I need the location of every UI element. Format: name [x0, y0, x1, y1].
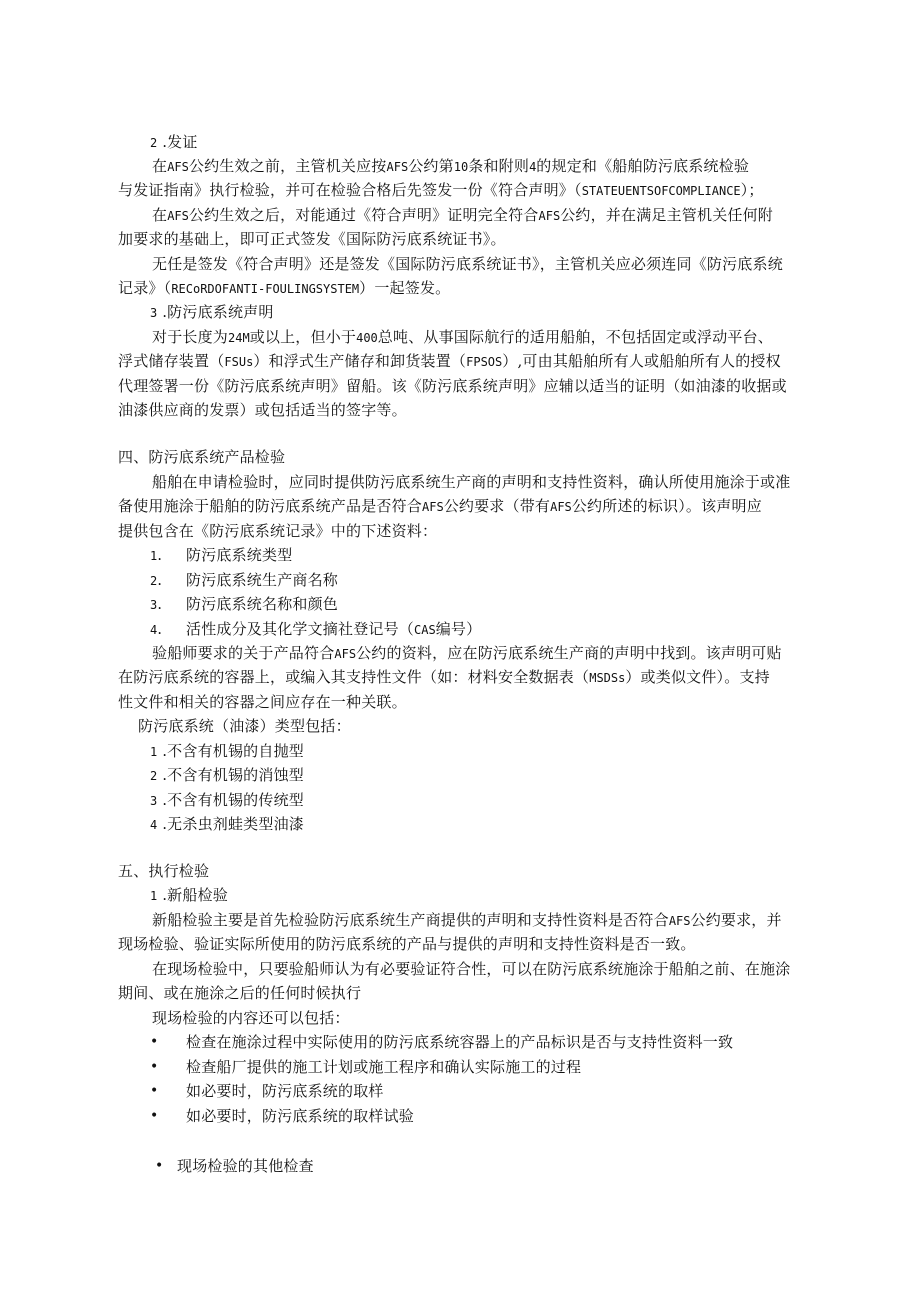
- paragraph-line: 现场检验、验证实际所使用的防污底系统的产品与提供的声明和支持性资料是否一致。: [118, 935, 696, 953]
- bullet-icon: •: [150, 1034, 159, 1050]
- paragraph-line: 现场检验的内容还可以包括：: [152, 1009, 350, 1027]
- list-item: 1 .不含有机锡的自抛型: [150, 742, 304, 760]
- paragraph-line: 无任是签发《符合声明》还是签发《国际防污底系统证书》，主管机关应必须连同《防污底系统: [152, 255, 783, 273]
- paragraph-line: 在现场检验中，只要验船师认为有必要验证符合性，可以在防污底系统施涂于船舶之前、在施涂: [152, 960, 791, 978]
- paragraph-line: 验船师要求的关于产品符合AFS公约的资料，应在防污底系统生产商的声明中找到。该声明可贴: [152, 644, 782, 662]
- list-item: 防污底系统类型: [186, 546, 293, 564]
- bullet-icon: •: [150, 1083, 159, 1099]
- bullet-item: 现场检验的其他检查: [177, 1157, 314, 1175]
- paragraph-line: 船舶在申请检验时，应同时提供防污底系统生产商的声明和支持性资料，确认所使用施涂于或准: [152, 473, 791, 491]
- paragraph-line: 加要求的基础上，即可正式签发《国际防污底系统证书》。: [118, 230, 506, 248]
- paragraph-line: 浮式储存装置（FSUs）和浮式生产储存和卸货装置（FPSOS）,可由其船舶所有人或船舶所有人的授权: [118, 352, 781, 370]
- paragraph-line: 油漆供应商的发票）或包括适当的签字等。: [118, 401, 407, 419]
- list-item-number: 1.: [150, 546, 163, 564]
- subsection-heading: 1 .新船检验: [150, 886, 228, 904]
- list-item: 3 .不含有机锡的传统型: [150, 791, 304, 809]
- list-item-number: 3.: [150, 595, 163, 613]
- bullet-item: 检查船厂提供的施工计划或施工程序和确认实际施工的过程: [186, 1058, 582, 1076]
- bullet-icon: •: [150, 1108, 159, 1124]
- list-item: 防污底系统名称和颜色: [186, 595, 339, 613]
- paragraph-line: 代理签署一份《防污底系统声明》留船。该《防污底系统声明》应辅以适当的证明（如油漆的收据或: [118, 377, 787, 395]
- paragraph-line: 性文件和相关的容器之间应存在一种关联。: [118, 693, 407, 711]
- paragraph-line: 记录》（RECoRDOFANTI-FOULINGSYSTEM）一起签发。: [118, 279, 451, 297]
- paragraph-line: 提供包含在《防污底系统记录》中的下述资料：: [118, 522, 438, 540]
- paragraph-line: 期间、或在施涂之后的任何时候执行: [118, 984, 362, 1002]
- list-item: 活性成分及其化学文摘社登记号（CAS编号）: [186, 620, 482, 638]
- paragraph-line: 在防污底系统的容器上，或编入其支持性文件（如：材料安全数据表（MSDSs）或类似文件）。支持: [118, 668, 770, 686]
- section-heading-declaration: 3 .防污底系统声明: [150, 303, 274, 321]
- paragraph-line: 防污底系统（油漆）类型包括：: [138, 717, 351, 735]
- section-heading-inspection: 五、执行检验: [118, 862, 210, 880]
- list-item: 4 .无杀虫剂蛙类型油漆: [150, 815, 304, 833]
- bullet-item: 如必要时，防污底系统的取样试验: [186, 1107, 415, 1125]
- list-item: 2 .不含有机锡的消蚀型: [150, 766, 304, 784]
- bullet-item: 如必要时，防污底系统的取样: [186, 1082, 384, 1100]
- bullet-icon: •: [150, 1059, 159, 1075]
- paragraph-line: 备使用施涂于船舶的防污底系统产品是否符合AFS公约要求（带有AFS公约所述的标识）。该声明应: [118, 497, 762, 515]
- paragraph-line: 新船检验主要是首先检验防污底系统生产商提供的声明和支持性资料是否符合AFS公约要求，并: [152, 911, 782, 929]
- section-heading-product: 四、防污底系统产品检验: [118, 448, 286, 466]
- paragraph-line: 对于长度为24M或以上，但小于400总吨、从事国际航行的适用船舶，不包括固定或浮动平台、: [152, 328, 773, 346]
- list-item-number: 4.: [150, 620, 163, 638]
- bullet-item: 检查在施涂过程中实际使用的防污底系统容器上的产品标识是否与支持性资料一致: [186, 1033, 734, 1051]
- bullet-icon: •: [155, 1158, 164, 1174]
- list-item: 防污底系统生产商名称: [186, 571, 339, 589]
- paragraph-line: 在AFS公约生效之后，对能通过《符合声明》证明完全符合AFS公约，并在满足主管机关任何附: [152, 206, 773, 224]
- list-item-number: 2.: [150, 571, 163, 589]
- paragraph-line: 与发证指南》执行检验，并可在检验合格后先签发一份《符合声明》（STATEUENTSOFCOMPLIANCE）；: [118, 181, 764, 199]
- section-heading-issue: 2 .发证: [150, 133, 198, 151]
- paragraph-line: 在AFS公约生效之前，主管机关应按AFS公约第10条和附则4的规定和《船舶防污底系统检验: [152, 157, 750, 175]
